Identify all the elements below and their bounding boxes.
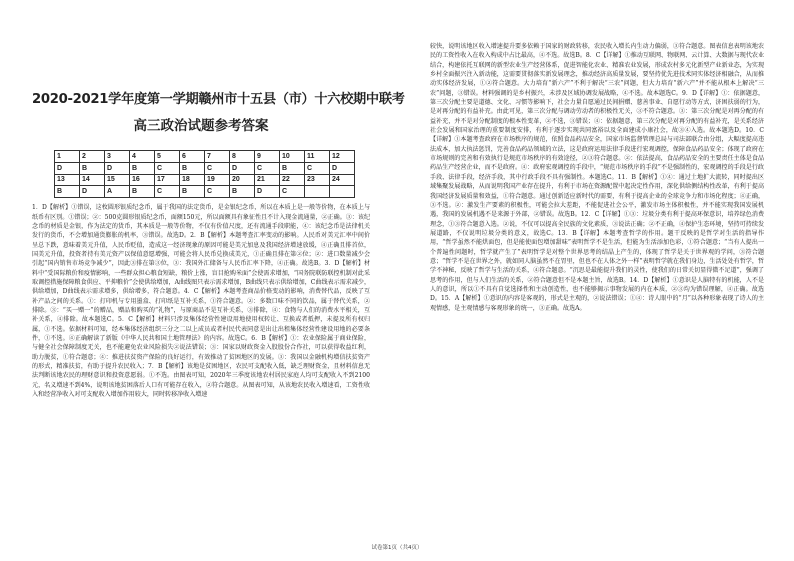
page-title: 2020-2021学年度第一学期赣州市十五县（市）十六校期中联考 — [32, 92, 405, 107]
answer-cell — [330, 186, 355, 198]
answer-cell: D — [255, 186, 280, 198]
right-column — [430, 42, 764, 505]
question-number-row — [55, 174, 355, 186]
question-number-cell: 12 — [330, 151, 355, 163]
question-number-cell: 1 — [55, 151, 80, 163]
page-footer: 试卷第1页（共4页） — [371, 545, 423, 551]
question-number-cell: 20 — [230, 174, 255, 186]
question-number-cell: 4 — [130, 151, 155, 163]
question-number-cell: 14 — [80, 174, 105, 186]
question-number-cell: 7 — [205, 151, 230, 163]
question-number-cell: 2 — [80, 151, 105, 163]
answer-cell: B — [55, 186, 80, 198]
question-number-cell: 18 — [180, 174, 205, 186]
answer-cell: C — [155, 162, 180, 174]
question-number-cell: 6 — [180, 151, 205, 163]
question-number-row — [55, 151, 355, 163]
question-number-cell: 15 — [105, 174, 130, 186]
question-number-cell: 10 — [280, 151, 305, 163]
answer-cell: D — [80, 186, 105, 198]
answer-cell: C — [255, 162, 280, 174]
question-number-cell: 24 — [330, 174, 355, 186]
answer-cell: D — [55, 162, 80, 174]
question-number-cell: 23 — [305, 174, 330, 186]
question-number-cell: 3 — [105, 151, 130, 163]
answer-row — [55, 162, 355, 174]
answer-cell: C — [205, 186, 230, 198]
answer-cell: C — [155, 186, 180, 198]
answer-row — [55, 186, 355, 198]
answer-cell: B — [230, 186, 255, 198]
answer-cell: B — [130, 162, 155, 174]
right-explanations: 较快，说明该地区收入增速提升要多依赖于国家的财政转移，农民收入增长内生动力偏弱，③符合题意。图表信息表明该地农民的工资性收入在收入构成中占比最高，④不选。故选B。8．C【详解】①推动互联网、物联网、云计算、大数据与现代农业结合，构建依托互联网的新型农业生产经营体系，促进智能化农业、精准农业发展，形成农村多元化新型产业新业态，为实现乡村全面振兴注入新动能，这需要贯彻落实新发展理念，推动经济高质量发展，要坚持优先进技术同实体经济相融合，从而推动实体经济发展，①②符合题意。大力培育“新六产”不利于解决“三农”问题，但大力培育“新六产”并不能从根本上解决“三农”问题，③错误。材料强调的是乡村振兴，未涉及区域协调发展战略，④不选。故本题选C。9．D【详解】①：依据题意，第三次分配主要是道德、文化、习惯等影响下，社会力量自愿通过民间捐赠、慈善事业、自愿行动等方式，济困扶弱的行为，是对再分配的有益补充。由此可见，第三次分配与调动劳动者的积极性无关，③不符合题意。③：第三次分配是对再分配的有益补充，并不是对分配制度的根本性变革，②不选，③错误；④：依据题意，第三次分配是对再分配的有益补充，是关系经济社会发展和国家治理的重要制度安排，有利于逐步实现共同富裕以及全面建成小康社会，故③④入选。故本题选D。10．C【详解】①本题考查政府在市场秩序的规范，依照食品药品安全，国家市场监督管理总局与司法部联合由分组，大幅度提高违法成本，加大执法惩罚，完善食品药品领域的立法，这是政府运用法律手段进行宏观调控，保障食品药品安全；体现了政府在市场规则的完善和有效执行是规范市场秩序的有效途径，②③符合题意。②：依法提高，食品药品安全的主要责任主体是食品药品生产经营企业，而不是政府。④：政府宏观调控的手段中，“规范市场秩序的手段”不是强制性的，宏观调控的手段是行政手段、法律手段，经济手段，其中行政手段不具有强制性。本题选C。11．B【解析】①④：通过土地扩大流转，同时提出区域集聚发展战略，从而说明我国产业存在提升，有利于市场在资源配置中起决定性作用，深化供给侧结构性改革，有利于提高我国经济发展质量和效益，①符合题意。通过创新适应新时代的需要，有利于提高企业的全球竞争力和市场化程度；④正确，③不选。②：激发生产要素的积极性，可能会拉大差距，不能促进社会公平，激发市场主体积极性，并不能实现我国发展机遇，我国的发展机遇不是来源于外部，②错误。故选B。12．C【详解】①③：垃圾分类有利于提高环保意识，培养绿色消费理念，①③符合题意入选。②说，不仅可以提高全民族的文化素质，③说法正确；②不正确，④保护生态环境，坚持可持续发展道路，不仅说明垃圾分类的意义，故选C。13．B【详解】本题考查哲学的作用。题干反映的是哲学对生活的指导作用，“哲学虽然不能烘面包，但是能使面包增加甜味”表明哲学不是生活，但能为生活添加色彩，①符合题意；“当有人提出一个普遍性问题时，哲学就产生了”表明哲学是对整个世界思考的结晶上产生的，体现了哲学是关于世界观的学问，③符合题意；“哲学不是在世界之外，就如同人脑虽然不在胃里，但也不在人体之外一样”表明哲学就在我们身边，生活处处有哲学，哲学不神秘，反映了哲学与生活的关系，④符合题意。“沉思是最能提升我们的灵性，使我们的日常关切显得微不足道”，强调了思考的作用，但与人们生活的关系，②符合题意但不是本题主旨，故选B。14．D【解析】①意识是人脑特有的机能，人不是人的意识，所以①不具有自觉选择性和主动创造性，也不能够揭示事物发展的内在本质，②③均为错误理解，④正确。故选D。15．A【解析】①意识的内容是客观的，形式是主观的，②说法错误；①④：诗人眼中的“月”以各种形象表现了诗人的主观情感，是主观情感与客观形象的统一，③正确。故选A。 — [430, 43, 764, 312]
answer-cell: D — [330, 162, 355, 174]
answer-cell: C — [305, 162, 330, 174]
answer-cell: D — [230, 162, 255, 174]
answer-cell: B — [180, 186, 205, 198]
answer-cell: C — [205, 162, 230, 174]
question-number-cell: 22 — [280, 174, 305, 186]
answer-cell: B — [80, 162, 105, 174]
answer-cell: C — [280, 186, 305, 198]
question-number-cell: 21 — [255, 174, 280, 186]
answer-cell — [305, 186, 330, 198]
answer-table — [54, 150, 355, 198]
question-number-cell: 19 — [205, 174, 230, 186]
question-number-cell: 16 — [130, 174, 155, 186]
question-number-cell: 8 — [230, 151, 255, 163]
question-number-cell: 13 — [55, 174, 80, 186]
question-number-cell: 9 — [255, 151, 280, 163]
answer-cell: A — [105, 186, 130, 198]
left-explanations: 1．D【解析】①错误，这枚圆形银质纪念币，属于我国的法定货币，是金银纪念币，所以在本质上是一般等价物，在本质上与纸币有区别。①错误；②：500克圆形银质纪念币，面额150元，所以面额具有象征性且不计入现金流通量，②正确。③：该纪念币的材质是金银，作为法定的货币，其本质是一般等价物，不仅有价值尺度，还有流通手段职能，④：该纪念币是法律机关发行的货币，不会增加通货膨胀的机率，③错误。故选D。2．B【解析】本题考查汇率变动的影响。人民币对美元汇率中间价呈总下跌，意味着美元升值，人民币贬值，造成这一经济现象的原因可能是美元加息及我国经济增速放缓，④正确且排首位，国美元升值，投资者持有美元资产以保值意愿增强，可能会将人民币兑换成美元，①正确且排在第②位；②：进口数量减少会引起“国内销售市场竞争减少”，因此③排在第③位，③：我国外汇储备与人民币汇率下降，④正确。故选B。3．D【解析】材料中“受国际粮价和疫情影响，一些群众担心粮食短缺，粮价上涨，盲目抢购米面”会使需求增加，“国务院联防联控机制对此采取调控措施保障粮食供应、平抑粮价”会使供给增加，A曲线图只表示需求增加，B曲线只表示供给增加，C曲线表示需求减少，供给增加，D曲线表示需求增多，供给增多，符合题意。4．C【解析】本题考查商品价格变动的影响，消费替代品，反映了互补产品之间的关系。①：打印机与专用墨盒、打印纸是互补关系，①符合题意。②：多数口味不同的饮品，属于替代关系，②排除。③：“买一赠一”的赠品，赠品和购买的“礼物”，与原商品不是互补关系，③排除，④：食物与人们的消费水平相关，互补关系，④排除。故本题选C。5．C【解析】材料只涉及集体经营性建设用地使用权转让、互换或者抵押，未提及所有权归属，①不选。依据材料可知，经本集体经济组织三分之二以上成员或者村民代表同意是出让出租集体经营性建设用地的必要条件，①不选。④正确解读了新版《中华人民共和国土地管理法》的内容。故选C。6．B【解析】①：农业保险属于商业保险，与健全社会保障制度无关，也不能避免农业风险损失②说法错误；③：国家以财政资金入股股份合作社，可以获得收益红利，助力脱贫，①符合题意；④：推进扶贫资产保险的良好运行，有效推动了贫困地区的发展。③：我国以金融机构增信扶贫资产的形式，精准扶贫，有助于提升农民收入；7．B【解析】该地是贫困地区，农民可支配收入低，缺乏理财资金，且材料信息无法判断该地农民的理财意识和投资意愿弱。①不选。由图表可知，2020年三季度该地农村居民家庭人均可支配收入不到2100元，名义增速不到4%，说明该地贫困落后人口有可能存在收入，②符合题意。从图表可知，从该地农民收入增速看，工资性收入和经营净收入对可支配收入增加作用较大，同时转移净收入增速 — [32, 204, 370, 399]
left-column — [32, 40, 405, 511]
answer-cell: B — [180, 162, 205, 174]
question-number-cell: 5 — [155, 151, 180, 163]
answer-cell: B — [130, 186, 155, 198]
question-number-cell: 11 — [305, 151, 330, 163]
answer-cell: B — [280, 162, 305, 174]
question-number-cell: 17 — [155, 174, 180, 186]
answer-cell: D — [105, 162, 130, 174]
page-subtitle: 高三政治试题参考答案 — [133, 118, 269, 134]
